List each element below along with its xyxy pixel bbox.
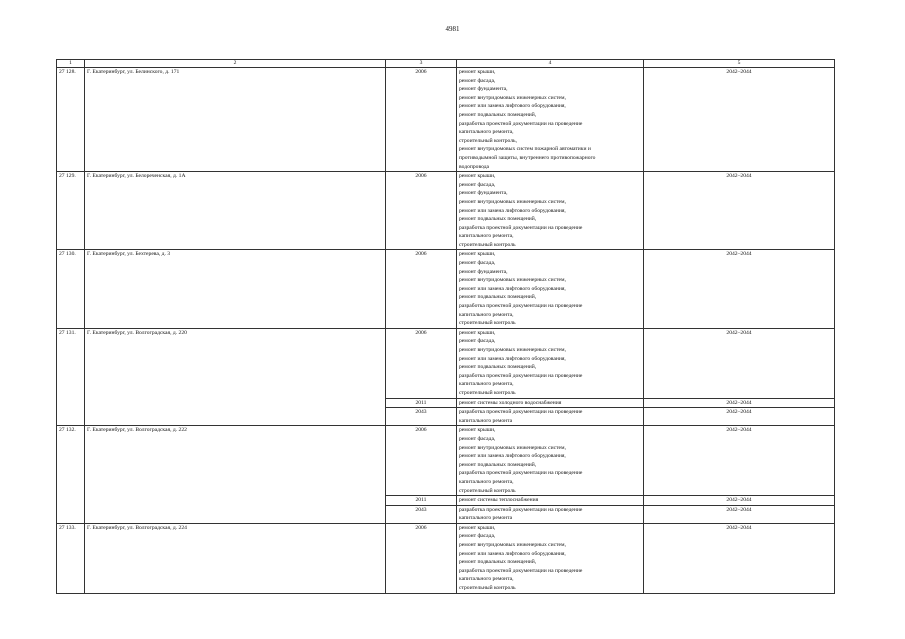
works-cell xyxy=(457,505,644,523)
works-cell xyxy=(457,426,644,496)
work-item: ремонт внутридомовых инженерных систем, xyxy=(459,444,566,451)
address-cell: Г. Екатеринбург, ул. Белинского, д. 171 xyxy=(85,68,386,172)
table-body xyxy=(57,60,835,594)
column-header-2: 2 xyxy=(85,60,386,68)
work-item: ремонт системы холодного водоснабжения xyxy=(459,399,562,406)
period-cell: 2042–2044 xyxy=(644,172,835,250)
table-row xyxy=(57,250,835,328)
column-header-1: 1 xyxy=(57,60,85,68)
work-item: ремонт крыши, xyxy=(459,524,496,531)
year-cell: 2006 xyxy=(386,172,457,250)
works-cell xyxy=(457,250,644,328)
year-cell: 2006 xyxy=(386,426,457,496)
work-item: ремонт фасада, xyxy=(459,181,496,188)
work-item: ремонт или замена лифтового оборудования, xyxy=(459,453,566,460)
work-item: разработка проектной документации на проведение xyxy=(459,372,583,379)
period-cell: 2042–2044 xyxy=(644,523,835,593)
work-item: ремонт фундамента, xyxy=(459,86,508,93)
period-cell: 2042–2044 xyxy=(644,328,835,398)
work-item: ремонт системы теплоснабжения xyxy=(459,497,539,504)
work-item: ремонт фасада, xyxy=(459,533,496,540)
work-item: разработка проектной документации на проведение xyxy=(459,224,583,231)
work-item: ремонт внутридомовых инженерных систем, xyxy=(459,198,566,205)
address-cell: Г. Екатеринбург, ул. Волгоградская, д. 220 xyxy=(85,328,386,426)
works-cell xyxy=(457,328,644,398)
work-item: ремонт подвальных помещений, xyxy=(459,364,537,371)
row-number-cell: 27 130. xyxy=(57,250,85,328)
period-cell: 2042–2044 xyxy=(644,505,835,523)
work-item: ремонт или замена лифтового оборудования, xyxy=(459,550,566,557)
table-row xyxy=(57,68,835,172)
works-cell xyxy=(457,68,644,172)
work-item: ремонт подвальных помещений, xyxy=(459,559,537,566)
year-cell: 2011 xyxy=(386,496,457,506)
column-header-3: 3 xyxy=(386,60,457,68)
work-item: водопровода xyxy=(459,163,490,170)
work-item: ремонт крыши, xyxy=(459,69,496,75)
row-number-cell: 27 128. xyxy=(57,68,85,172)
work-item: ремонт или замена лифтового оборудования, xyxy=(459,355,566,362)
works-cell xyxy=(457,172,644,250)
address-cell: Г. Екатеринбург, ул. Бехтерева, д. 3 xyxy=(85,250,386,328)
work-item: капитального ремонта, xyxy=(459,233,514,240)
repair-schedule-table xyxy=(56,59,835,594)
period-cell: 2042–2044 xyxy=(644,250,835,328)
work-item: разработка проектной документации на проведение xyxy=(459,120,583,127)
period-cell: 2042–2044 xyxy=(644,398,835,408)
work-item: ремонт подвальных помещений, xyxy=(459,111,537,118)
work-item: строительный контроль xyxy=(459,389,516,396)
work-item: ремонт фасада, xyxy=(459,338,496,345)
works-cell xyxy=(457,523,644,593)
work-item: ремонт внутридомовых инженерных систем, xyxy=(459,542,566,549)
work-item: ремонт фасада, xyxy=(459,260,496,267)
work-item: ремонт или замена лифтового оборудования, xyxy=(459,285,566,292)
work-item: разработка проектной документации на проведение xyxy=(459,506,583,513)
work-item: ремонт внутридомовых систем пожарной автоматики и xyxy=(459,146,591,153)
work-item: строительный контроль xyxy=(459,241,516,248)
work-item: ремонт или замена лифтового оборудования, xyxy=(459,103,566,110)
work-item: капитального ремонта, xyxy=(459,576,514,583)
row-number-cell: 27 131. xyxy=(57,328,85,426)
works-cell xyxy=(457,496,644,506)
address-cell: Г. Екатеринбург, ул. Волгоградская, д. 222 xyxy=(85,426,386,524)
year-cell: 2006 xyxy=(386,250,457,328)
work-item: капитального ремонта xyxy=(459,515,513,522)
work-item: строительный контроль, xyxy=(459,137,517,144)
works-cell xyxy=(457,408,644,426)
work-item: ремонт подвальных помещений, xyxy=(459,216,537,223)
table-header-row xyxy=(57,60,835,68)
table-row xyxy=(57,328,835,398)
work-item: ремонт фасада, xyxy=(459,435,496,442)
column-header-5: 5 xyxy=(644,60,835,68)
work-item: разработка проектной документации на проведение xyxy=(459,567,583,574)
year-cell: 2043 xyxy=(386,408,457,426)
work-item: ремонт крыши, xyxy=(459,251,496,258)
row-number-cell: 27 133. xyxy=(57,523,85,593)
year-cell: 2006 xyxy=(386,523,457,593)
work-item: ремонт фасада, xyxy=(459,77,496,84)
work-item: строительный контроль xyxy=(459,320,516,327)
work-item: ремонт крыши, xyxy=(459,329,496,336)
period-cell: 2042–2044 xyxy=(644,426,835,496)
row-number-cell: 27 132. xyxy=(57,426,85,524)
work-item: капитального ремонта xyxy=(459,417,513,424)
period-cell: 2042–2044 xyxy=(644,496,835,506)
work-item: ремонт внутридомовых инженерных систем, xyxy=(459,94,566,101)
work-item: ремонт подвальных помещений, xyxy=(459,461,537,468)
column-header-4: 4 xyxy=(457,60,644,68)
work-item: ремонт или замена лифтового оборудования, xyxy=(459,207,566,214)
work-item: капитального ремонта, xyxy=(459,129,514,136)
year-cell: 2043 xyxy=(386,505,457,523)
work-item: ремонт внутридомовых инженерных систем, xyxy=(459,277,566,284)
address-cell: Г. Екатеринбург, ул. Белореченская, д. 1А xyxy=(85,172,386,250)
work-item: капитального ремонта, xyxy=(459,381,514,388)
work-item: строительный контроль xyxy=(459,585,516,592)
work-item: ремонт фундамента, xyxy=(459,190,508,197)
period-cell: 2042–2044 xyxy=(644,68,835,172)
address-cell: Г. Екатеринбург, ул. Волгоградская, д. 224 xyxy=(85,523,386,593)
table-row xyxy=(57,172,835,250)
work-item: разработка проектной документации на проведение xyxy=(459,303,583,310)
work-item: ремонт внутридомовых инженерных систем, xyxy=(459,347,566,353)
work-item: разработка проектной документации на проведение xyxy=(459,409,583,416)
work-item: строительный контроль xyxy=(459,487,516,494)
work-item: разработка проектной документации на проведение xyxy=(459,470,583,477)
table-row xyxy=(57,523,835,593)
row-number-cell: 27 129. xyxy=(57,172,85,250)
works-cell xyxy=(457,398,644,408)
year-cell: 2006 xyxy=(386,328,457,398)
page-number: 4981 xyxy=(445,25,460,33)
work-item: ремонт подвальных помещений, xyxy=(459,294,537,301)
year-cell: 2011 xyxy=(386,398,457,408)
year-cell: 2006 xyxy=(386,68,457,172)
work-item: противодымной защиты, внутреннего противопожарного xyxy=(459,154,596,161)
work-item: ремонт крыши, xyxy=(459,173,496,180)
period-cell: 2042–2044 xyxy=(644,408,835,426)
table-row xyxy=(57,426,835,496)
work-item: ремонт фундамента, xyxy=(459,268,508,275)
work-item: капитального ремонта, xyxy=(459,311,514,318)
work-item: ремонт крыши, xyxy=(459,427,496,434)
work-item: капитального ремонта, xyxy=(459,478,514,485)
